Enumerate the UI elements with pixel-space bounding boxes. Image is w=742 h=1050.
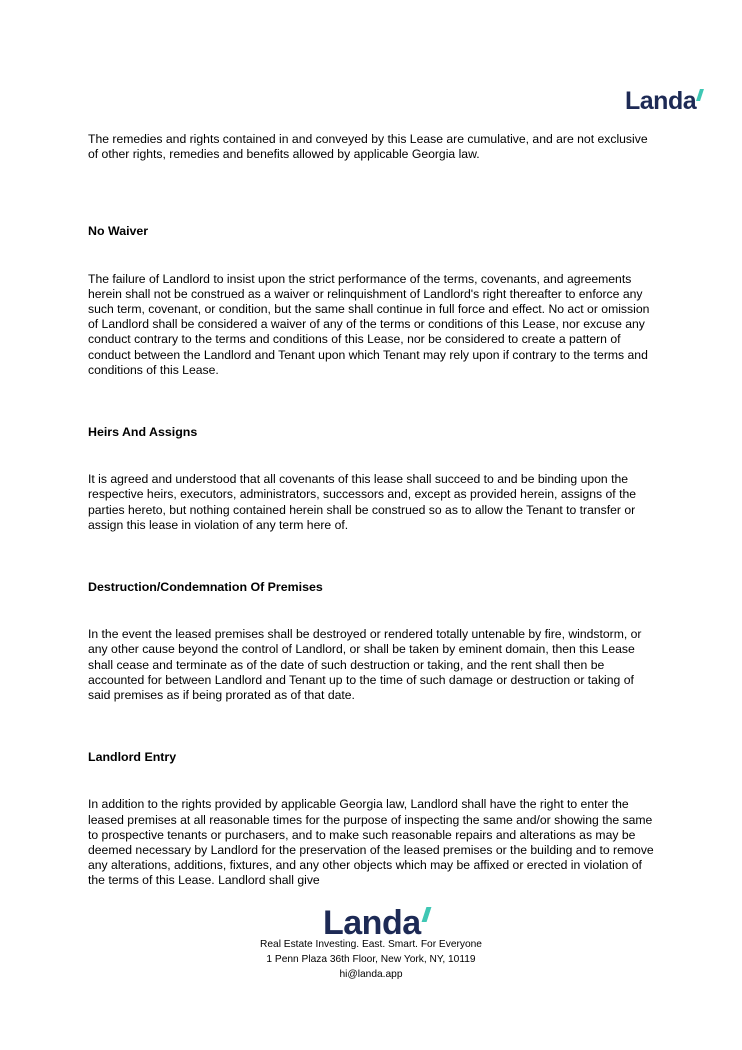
section-body-destruction: In the event the leased premises shall be destroyed or rendered totally untenable by fire, windstorm, or any other cause beyond the control of Landlord, or shall be taken by eminent domain, then this Lease shall cease and terminate as of the date of such destruction or taking, and the rent shall then be accounted for between Landlord and Tenant up to the time of such damage or destruction or taking of said premises as if being prorated as of that date. bbox=[88, 627, 642, 703]
footer-email[interactable]: hi@landa.app bbox=[339, 969, 403, 980]
section-body-no-waiver: The failure of Landlord to insist upon the strict performance of the terms, covenants, and agreements herein shall not be construed as a waiver or relinquishment of Landlord's right thereafter to enforce any such term, covenant, or condition, but the same shall continue in full force and effect. No act or omission of Landlord shall be considered a waiver of any of the terms or conditions of this Lease, nor excuse any conduct contrary to the terms and conditions of this Lease, nor be considered to create a pattern of conduct between the Landlord and Tenant upon which Tenant may rely upon if contrary to the terms and conditions of this Lease. bbox=[88, 271, 650, 377]
document-body bbox=[88, 132, 658, 889]
section-body-heirs-and-assigns: It is agreed and understood that all covenants of this lease shall succeed to and be binding upon the respective heirs, executors, administrators, successors and, except as provided herein, assigns of the parties hereto, but nothing contained herein shall be construed so as to allow the Tenant to transfer or assign this lease in violation of any term here of. bbox=[88, 472, 637, 532]
logo-accent-mark bbox=[421, 907, 431, 922]
section-heading-no-waiver: No Waiver bbox=[88, 224, 149, 239]
footer-logo-text: Landa bbox=[323, 904, 421, 942]
footer-logo bbox=[323, 906, 421, 940]
header-logo bbox=[625, 89, 696, 114]
footer-address: 1 Penn Plaza 36th Floor, New York, NY, 10119 bbox=[266, 954, 476, 965]
page-footer bbox=[0, 937, 742, 982]
logo-accent-mark bbox=[696, 89, 704, 101]
intro-paragraph: The remedies and rights contained in and conveyed by this Lease are cumulative, and are not exclusive of other rights, remedies and benefits allowed by applicable Georgia law. bbox=[88, 132, 648, 162]
section-heading-landlord-entry: Landlord Entry bbox=[88, 750, 177, 765]
header-logo-text: Landa bbox=[625, 87, 697, 115]
section-heading-heirs-and-assigns: Heirs And Assigns bbox=[88, 425, 198, 440]
section-body-landlord-entry: In addition to the rights provided by applicable Georgia law, Landlord shall have the right to enter the leased premises at all reasonable times for the purpose of inspecting the same and/or showing the same to prospective tenants or purchasers, and to make such reasonable repairs and alterations as may be deemed necessary by Landlord for the preservation of the leased premises or the building and to remove any alterations, additions, fixtures, and any other objects which may be affixed or erected in violation of the terms of this Lease. Landlord shall give bbox=[88, 797, 654, 888]
footer-tagline: Real Estate Investing. East. Smart. For Everyone bbox=[260, 939, 482, 950]
section-heading-destruction: Destruction/Condemnation Of Premises bbox=[88, 580, 323, 595]
